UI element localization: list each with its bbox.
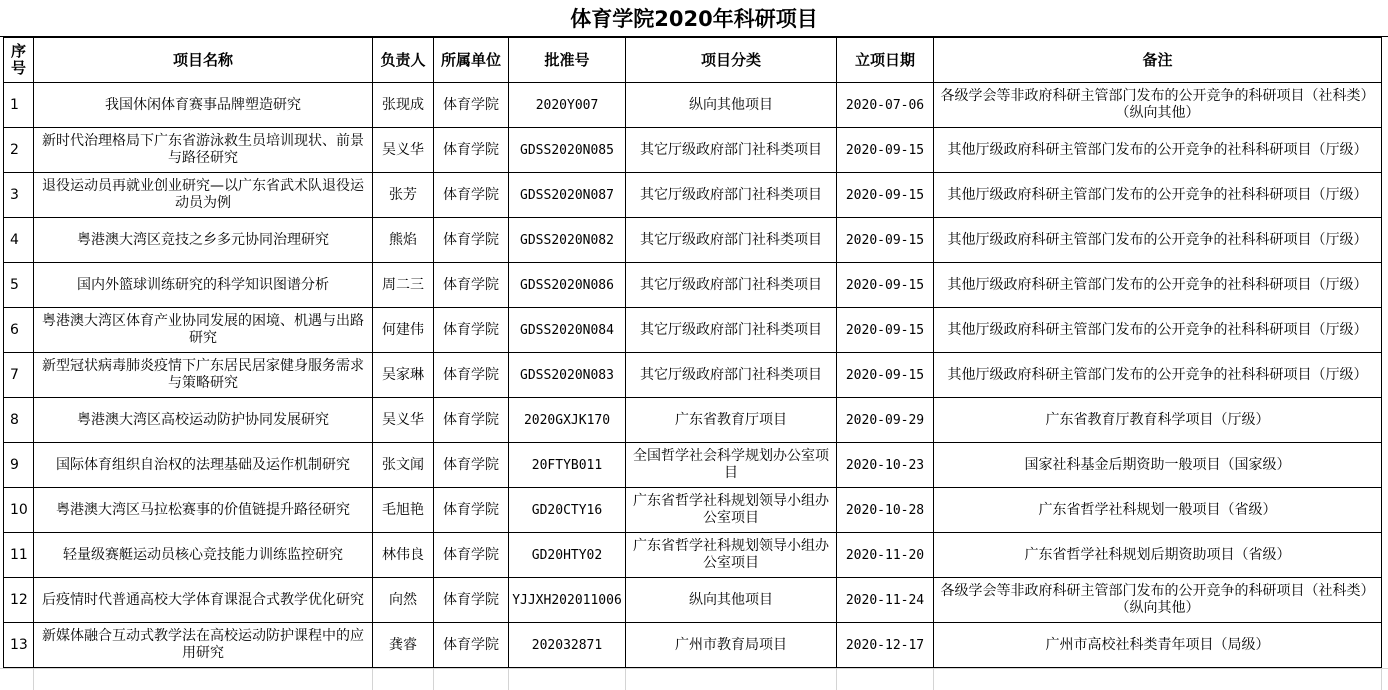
cell-approval[interactable]: 2020Y007 xyxy=(509,83,626,128)
cell-no[interactable]: 12 xyxy=(4,578,34,623)
cell-category[interactable]: 广东省教育厅项目 xyxy=(626,398,837,443)
cell-remark[interactable]: 其他厅级政府科研主管部门发布的公开竞争的社科科研项目（厅级） xyxy=(934,308,1382,353)
table-row xyxy=(4,173,1382,218)
cell-category[interactable]: 纵向其他项目 xyxy=(626,83,837,128)
cell-category[interactable]: 广东省哲学社科规划领导小组办公室项目 xyxy=(626,533,837,578)
cell-unit[interactable]: 体育学院 xyxy=(434,308,509,353)
cell-approval[interactable]: GDSS2020N085 xyxy=(509,128,626,173)
cell-category[interactable]: 全国哲学社会科学规划办公室项目 xyxy=(626,443,837,488)
cell-approval[interactable]: GD20CTY16 xyxy=(509,488,626,533)
cell-category[interactable]: 其它厅级政府部门社科类项目 xyxy=(626,128,837,173)
cell-name[interactable]: 粤港澳大湾区马拉松赛事的价值链提升路径研究 xyxy=(34,488,373,533)
table-row xyxy=(4,308,1382,353)
cell-name[interactable]: 新媒体融合互动式教学法在高校运动防护课程中的应用研究 xyxy=(34,623,373,668)
cell-unit[interactable]: 体育学院 xyxy=(434,218,509,263)
cell-name[interactable]: 粤港澳大湾区竞技之乡多元协同治理研究 xyxy=(34,218,373,263)
table-row xyxy=(4,443,1382,488)
cell-unit[interactable]: 体育学院 xyxy=(434,353,509,398)
cell-name[interactable]: 后疫情时代普通高校大学体育课混合式教学优化研究 xyxy=(34,578,373,623)
cell-remark[interactable]: 各级学会等非政府科研主管部门发布的公开竞争的科研项目（社科类）（纵向其他） xyxy=(934,83,1382,128)
table-row xyxy=(4,623,1382,668)
cell-no[interactable]: 5 xyxy=(4,263,34,308)
cell-no[interactable]: 6 xyxy=(4,308,34,353)
table-row xyxy=(4,128,1382,173)
cell-unit[interactable]: 体育学院 xyxy=(434,398,509,443)
cell-no[interactable]: 3 xyxy=(4,173,34,218)
cell-leader[interactable]: 毛旭艳 xyxy=(373,488,434,533)
cell-name[interactable]: 轻量级赛艇运动员核心竞技能力训练监控研究 xyxy=(34,533,373,578)
header-date[interactable]: 立项日期 xyxy=(837,38,934,83)
cell-date[interactable]: 2020-10-28 xyxy=(837,488,934,533)
table-row xyxy=(4,398,1382,443)
table-row xyxy=(4,488,1382,533)
cell-leader[interactable]: 周二三 xyxy=(373,263,434,308)
cell-no[interactable]: 1 xyxy=(4,83,34,128)
cell-approval[interactable]: 20FTYB011 xyxy=(509,443,626,488)
header-unit[interactable]: 所属单位 xyxy=(434,38,509,83)
cell-approval[interactable]: GDSS2020N084 xyxy=(509,308,626,353)
header-leader[interactable]: 负责人 xyxy=(373,38,434,83)
cell-date[interactable]: 2020-10-23 xyxy=(837,443,934,488)
cell-category[interactable]: 广州市教育局项目 xyxy=(626,623,837,668)
cell-remark[interactable]: 各级学会等非政府科研主管部门发布的公开竞争的科研项目（社科类）（纵向其他） xyxy=(934,578,1382,623)
cell-category[interactable]: 其它厅级政府部门社科类项目 xyxy=(626,353,837,398)
cell-no[interactable]: 7 xyxy=(4,353,34,398)
cell-leader[interactable]: 吴义华 xyxy=(373,128,434,173)
table-row xyxy=(4,263,1382,308)
cell-name[interactable]: 粤港澳大湾区体育产业协同发展的困境、机遇与出路研究 xyxy=(34,308,373,353)
cell-no[interactable]: 10 xyxy=(4,488,34,533)
header-remark[interactable]: 备注 xyxy=(934,38,1382,83)
cell-approval[interactable]: GDSS2020N087 xyxy=(509,173,626,218)
cell-date[interactable]: 2020-12-17 xyxy=(837,623,934,668)
table-row xyxy=(4,218,1382,263)
cell-date[interactable]: 2020-09-15 xyxy=(837,218,934,263)
cell-approval[interactable]: GDSS2020N083 xyxy=(509,353,626,398)
cell-name[interactable]: 新型冠状病毒肺炎疫情下广东居民居家健身服务需求与策略研究 xyxy=(34,353,373,398)
cell-approval[interactable]: 202032871 xyxy=(509,623,626,668)
cell-leader[interactable]: 熊焰 xyxy=(373,218,434,263)
table-row xyxy=(4,353,1382,398)
cell-date[interactable]: 2020-11-24 xyxy=(837,578,934,623)
cell-date[interactable]: 2020-07-06 xyxy=(837,83,934,128)
cell-no[interactable]: 2 xyxy=(4,128,34,173)
cell-no[interactable]: 8 xyxy=(4,398,34,443)
cell-approval[interactable]: YJJXH202011006 xyxy=(509,578,626,623)
cell-leader[interactable]: 林伟良 xyxy=(373,533,434,578)
cell-leader[interactable]: 张芳 xyxy=(373,173,434,218)
cell-unit[interactable]: 体育学院 xyxy=(434,83,509,128)
cell-remark[interactable]: 其他厅级政府科研主管部门发布的公开竞争的社科科研项目（厅级） xyxy=(934,263,1382,308)
header-no[interactable]: 序号 xyxy=(4,38,34,83)
cell-remark[interactable]: 广东省哲学社科规划一般项目（省级） xyxy=(934,488,1382,533)
cell-remark[interactable]: 其他厅级政府科研主管部门发布的公开竞争的社科科研项目（厅级） xyxy=(934,218,1382,263)
cell-date[interactable]: 2020-09-15 xyxy=(837,353,934,398)
cell-name[interactable]: 粤港澳大湾区高校运动防护协同发展研究 xyxy=(34,398,373,443)
cell-category[interactable]: 其它厅级政府部门社科类项目 xyxy=(626,218,837,263)
cell-no[interactable]: 11 xyxy=(4,533,34,578)
cell-approval[interactable]: 2020GXJK170 xyxy=(509,398,626,443)
cell-name[interactable]: 新时代治理格局下广东省游泳救生员培训现状、前景与路径研究 xyxy=(34,128,373,173)
table-row xyxy=(4,578,1382,623)
cell-approval[interactable]: GDSS2020N082 xyxy=(509,218,626,263)
cell-leader[interactable]: 张文闻 xyxy=(373,443,434,488)
table-body xyxy=(4,83,1382,668)
cell-leader[interactable]: 吴家琳 xyxy=(373,353,434,398)
cell-unit[interactable]: 体育学院 xyxy=(434,578,509,623)
cell-date[interactable]: 2020-09-15 xyxy=(837,263,934,308)
cell-date[interactable]: 2020-09-15 xyxy=(837,308,934,353)
cell-unit[interactable]: 体育学院 xyxy=(434,533,509,578)
cell-no[interactable]: 9 xyxy=(4,443,34,488)
cell-date[interactable]: 2020-09-29 xyxy=(837,398,934,443)
cell-leader[interactable]: 吴义华 xyxy=(373,398,434,443)
cell-remark[interactable]: 国家社科基金后期资助一般项目（国家级） xyxy=(934,443,1382,488)
cell-category[interactable]: 其它厅级政府部门社科类项目 xyxy=(626,263,837,308)
cell-remark[interactable]: 其他厅级政府科研主管部门发布的公开竞争的社科科研项目（厅级） xyxy=(934,353,1382,398)
cell-approval[interactable]: GDSS2020N086 xyxy=(509,263,626,308)
cell-remark[interactable]: 其他厅级政府科研主管部门发布的公开竞争的社科科研项目（厅级） xyxy=(934,173,1382,218)
cell-name[interactable]: 我国休闲体育赛事品牌塑造研究 xyxy=(34,83,373,128)
cell-date[interactable]: 2020-09-15 xyxy=(837,128,934,173)
cell-leader[interactable]: 龚睿 xyxy=(373,623,434,668)
projects-table xyxy=(3,37,1382,668)
table-row xyxy=(4,83,1382,128)
cell-date[interactable]: 2020-11-20 xyxy=(837,533,934,578)
header-approval[interactable]: 批准号 xyxy=(509,38,626,83)
header-row xyxy=(4,38,1382,83)
header-name[interactable]: 项目名称 xyxy=(34,38,373,83)
sheet-title: 体育学院2020年科研项目 xyxy=(0,0,1388,37)
cell-date[interactable]: 2020-09-15 xyxy=(837,173,934,218)
cell-name[interactable]: 退役运动员再就业创业研究—以广东省武术队退役运动员为例 xyxy=(34,173,373,218)
cell-unit[interactable]: 体育学院 xyxy=(434,128,509,173)
cell-unit[interactable]: 体育学院 xyxy=(434,488,509,533)
cell-unit[interactable]: 体育学院 xyxy=(434,263,509,308)
cell-category[interactable]: 广东省哲学社科规划领导小组办公室项目 xyxy=(626,488,837,533)
cell-name[interactable]: 国际体育组织自治权的法理基础及运作机制研究 xyxy=(34,443,373,488)
cell-unit[interactable]: 体育学院 xyxy=(434,443,509,488)
cell-category[interactable]: 纵向其他项目 xyxy=(626,578,837,623)
cell-no[interactable]: 13 xyxy=(4,623,34,668)
cell-remark[interactable]: 广东省教育厅教育科学项目（厅级） xyxy=(934,398,1382,443)
cell-category[interactable]: 其它厅级政府部门社科类项目 xyxy=(626,173,837,218)
cell-unit[interactable]: 体育学院 xyxy=(434,173,509,218)
cell-category[interactable]: 其它厅级政府部门社科类项目 xyxy=(626,308,837,353)
cell-name[interactable]: 国内外篮球训练研究的科学知识图谱分析 xyxy=(34,263,373,308)
table-row xyxy=(4,533,1382,578)
cell-leader[interactable]: 张现成 xyxy=(373,83,434,128)
cell-remark[interactable]: 广州市高校社科类青年项目（局级） xyxy=(934,623,1382,668)
cell-unit[interactable]: 体育学院 xyxy=(434,623,509,668)
cell-approval[interactable]: GD20HTY02 xyxy=(509,533,626,578)
cell-no[interactable]: 4 xyxy=(4,218,34,263)
cell-remark[interactable]: 广东省哲学社科规划后期资助项目（省级） xyxy=(934,533,1382,578)
header-category[interactable]: 项目分类 xyxy=(626,38,837,83)
cell-leader[interactable]: 向然 xyxy=(373,578,434,623)
cell-remark[interactable]: 其他厅级政府科研主管部门发布的公开竞争的社科科研项目（厅级） xyxy=(934,128,1382,173)
cell-leader[interactable]: 何建伟 xyxy=(373,308,434,353)
